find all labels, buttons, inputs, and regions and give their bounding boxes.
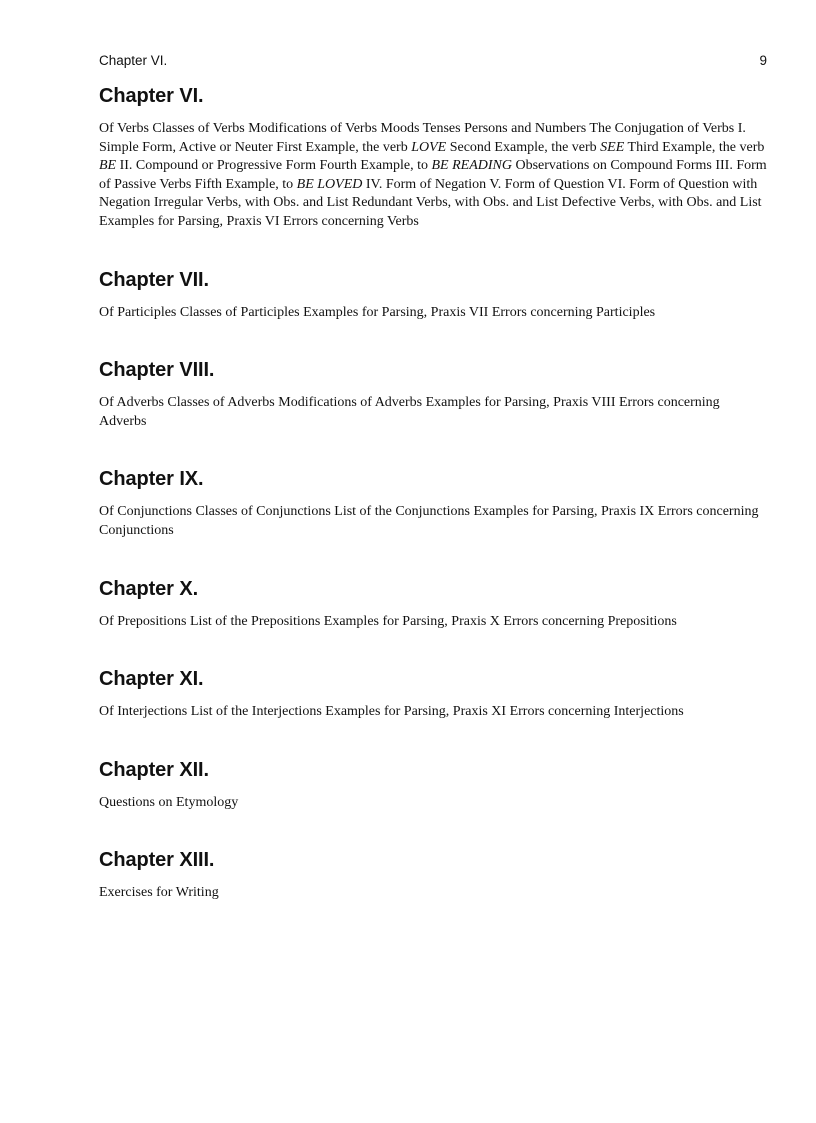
chapter-vi-contents [99,120,769,232]
chapter-ix-section [99,467,769,540]
chapter-vi-italic-love: LOVE [411,139,447,155]
chapter-xiii-heading: Chapter XIII. [99,849,215,872]
chapter-viii-contents: Of Adverbs Classes of Adverbs Modifications of Adverbs Examples for Parsing, Praxis VIII Errors concerning Adverbs [99,395,720,429]
chapter-xi-section [99,667,769,722]
section-spacer [99,232,769,268]
chapter-x-heading: Chapter X. [99,577,199,600]
chapter-xii-contents: Questions on Etymology [99,794,239,810]
chapter-vi-text-4: II. Compound or Progressive Form Fourth Example, to [116,158,432,174]
chapter-vii-contents: Of Participles Classes of Participles Examples for Parsing, Praxis VII Errors concerning Participles [99,304,656,320]
chapter-vi-heading: Chapter VI. [99,85,204,107]
chapter-xii-section [99,758,769,813]
chapter-vi-text-5: Observations on Compound Forms III. Form of Passive Verbs Fifth Example, to [99,158,767,192]
chapter-vi-italic-see: SEE [600,139,625,155]
section-spacer [99,631,769,667]
chapter-vi-text-6: IV. Form of Negation V. Form of Question VI. Form of Question with Negation Irregular Verbs, with Obs. and List Redundant Verbs, with Obs. and List Defective Verbs, with Obs. and List Examples for Parsing, Praxis VI Errors concerning Verbs [99,176,762,229]
chapter-xi-heading: Chapter XI. [99,668,204,691]
chapter-xii-heading: Chapter XII. [99,758,209,781]
chapter-vi-italic-be: BE [99,158,117,174]
running-title: Chapter VI. [99,53,168,68]
chapter-xi-contents: Of Interjections List of the Interjections Examples for Parsing, Praxis XI Errors concerning Interjections [99,704,684,720]
chapter-xiii-section [99,848,769,903]
chapter-ix-contents: Of Conjunctions Classes of Conjunctions List of the Conjunctions Examples for Parsing, Praxis IX Errors concerning Conjunctions [99,504,759,538]
section-spacer [99,541,769,577]
chapter-xiii-contents: Exercises for Writing [99,885,219,901]
chapter-vi-section [99,84,769,232]
document-content [99,84,769,903]
running-header [99,52,767,70]
chapter-vi-text-2: Second Example, the verb [446,139,601,155]
chapter-ix-heading: Chapter IX. [99,468,204,491]
section-spacer [99,431,769,467]
section-spacer [99,812,769,848]
chapter-viii-section [99,358,769,431]
chapter-vi-text-3: Third Example, the verb [624,139,765,155]
chapter-vi-italic-be-loved: BE LOVED [296,176,363,192]
chapter-vii-section [99,268,769,323]
page-number: 9 [759,53,767,68]
chapter-viii-heading: Chapter VIII. [99,359,215,382]
chapter-x-section [99,577,769,632]
chapter-x-contents: Of Prepositions List of the Prepositions Examples for Parsing, Praxis X Errors concerning Prepositions [99,613,677,629]
chapter-vii-heading: Chapter VII. [99,268,209,291]
chapter-vi-text-1: Of Verbs Classes of Verbs Modifications of Verbs Moods Tenses Persons and Numbers The Conjugation of Verbs I. Simple Form, Active or Neuter First Example, the verb [99,121,746,155]
section-spacer [99,722,769,758]
section-spacer [99,322,769,358]
chapter-vi-italic-be-reading: BE READING [431,158,512,174]
